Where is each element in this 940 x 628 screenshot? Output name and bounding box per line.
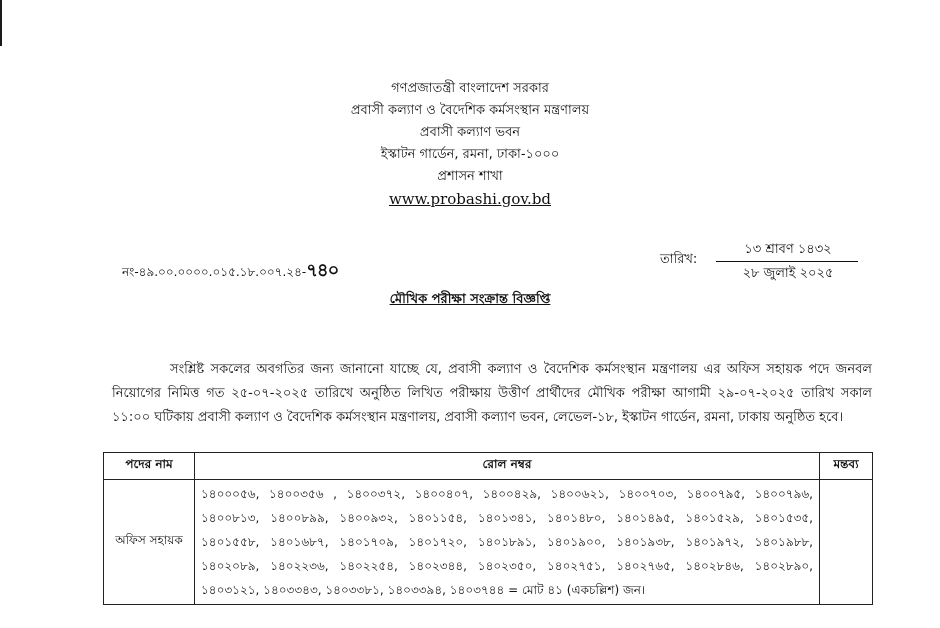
letterhead — [0, 78, 940, 208]
header-remarks: মন্তব্য — [820, 453, 873, 480]
post-name-cell: অফিস সহায়ক — [104, 480, 195, 605]
candidate-table — [103, 452, 873, 605]
remarks-cell — [820, 480, 873, 605]
date-bangla: ১৩ শ্রাবণ ১৪৩২ — [744, 242, 832, 257]
notice-title: মৌখিক পরীক্ষা সংক্রান্ত বিজ্ঞপ্তি — [389, 292, 551, 307]
reference-serial: ৭৪০ — [306, 260, 339, 281]
table-header-row — [104, 453, 873, 480]
scan-edge-mark — [0, 0, 2, 46]
reference-number — [122, 256, 338, 287]
header-roll: রোল নম্বর — [195, 453, 820, 480]
reference-prefix: নং-৪৯.০০.০০০০.০১৫.১৮.০০৭.২৪- — [122, 265, 307, 279]
date-label: তারিখ: — [660, 252, 698, 267]
website-link[interactable]: www.probashi.gov.bd — [388, 190, 552, 208]
govt-name: গণপ্রজাতন্ত্রী বাংলাদেশ সরকার — [391, 81, 549, 96]
address: ইস্কাটন গার্ডেন, রমনা, ঢাকা-১০০০ — [380, 147, 560, 162]
section-name: প্রশাসন শাখা — [437, 169, 503, 184]
roll-numbers-cell — [195, 480, 820, 605]
date-divider — [716, 261, 858, 262]
notice-body: সংশ্লিষ্ট সকলের অবগতির জন্য জানানো যাচ্ছে যে, প্রবাসী কল্যাণ ও বৈদেশিক কর্মসংস্থান মন্ত্রণালয় এর অফিস সহায়ক পদে জনবল নিয়োগের নিমিত্ত গত ২৫-০৭-২০২৫ তারিখে অনুষ্ঠিত লিখিত পরীক্ষায় উত্তীর্ণ প্রার্থীদের মৌখিক পরীক্ষা আগামী ২৯-০৭-২০২৫ তারিখ সকাল ১১:০০ ঘটিকায় প্রবাসী কল্যাণ ও বৈদেশিক কর্মসংস্থান মন্ত্রণালয়, প্রবাসী কল্যাণ ভবন, লেভেল-১৮, ইস্কাটন গার্ডেন, রমনা, ঢাকায় অনুষ্ঠিত হবে। — [112, 362, 872, 425]
roll-total: ১৪০৩৭৪৪ = মোট ৪১ (একচল্লিশ) জন। — [449, 583, 646, 597]
ministry-name: প্রবাসী কল্যাণ ও বৈদেশিক কর্মসংস্থান মন্ত্রণালয় — [350, 103, 590, 118]
building-name: প্রবাসী কল্যাণ ভবন — [419, 125, 521, 140]
date-gregorian: ২৮ জুলাই ২০২৫ — [742, 266, 834, 281]
roll-numbers: ১৪০০০৫৬, ১৪০০৩৫৬ , ১৪০০৩৭২, ১৪০০৪০৭, ১৪০০৪২৯, ১৪০০৬২১, ১৪০০৭০৩, ১৪০০৭৯৫, ১৪০০৭৯৬, ১৪০০৮১৩, ১৪০০৮৯৯, ১৪০০৯৩২, ১৪০১১৫৪, ১৪০১৩৪১, ১৪০১৪৮০, ১৪০১৪৯৫, ১৪০১৫২৯, ১৪০১৫৩৫, ১৪০১৫৫৮, ১৪০১৬৮৭, ১৪০১৭০৯, ১৪০১৭২০, ১৪০১৮৯১, ১৪০১৯০০, ১৪০১৯৩৮, ১৪০১৯৭২, ১৪০১৯৮৮, ১৪০২০৮৯, ১৪০২২৩৬, ১৪০২২৫৪, ১৪০২৩৪৪, ১৪০২৩৫০, ১৪০২৭৫১, ১৪০২৭৬৫, ১৪০২৮৪৬, ১৪০২৮৯০, ১৪০৩১২১, ১৪০৩৩৪৩, ১৪০৩৩৮১, ১৪০৩৩৯৪, — [201, 487, 813, 597]
date-block — [660, 240, 860, 280]
header-post: পদের নাম — [104, 453, 195, 480]
table-row — [104, 480, 873, 605]
